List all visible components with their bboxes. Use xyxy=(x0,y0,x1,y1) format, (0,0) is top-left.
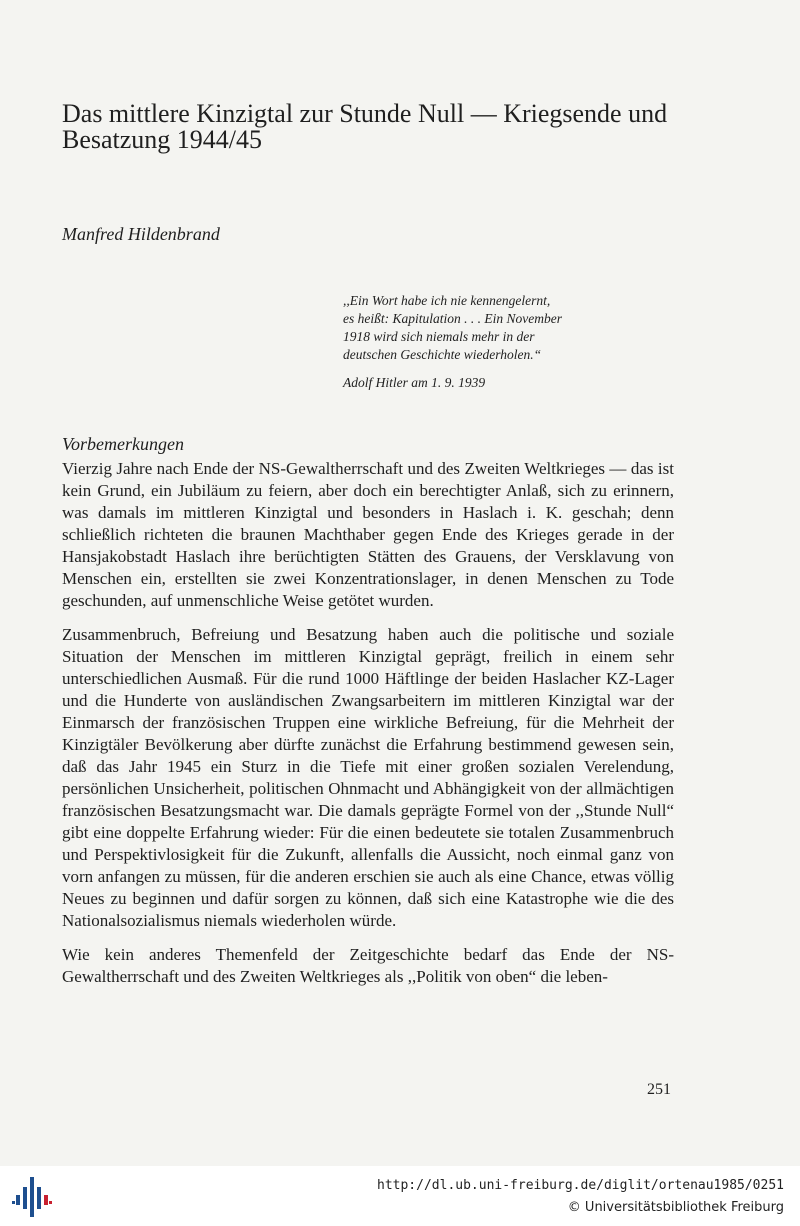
page-number: 251 xyxy=(647,1081,671,1098)
epigraph-source: Adolf Hitler am 1. 9. 1939 xyxy=(343,375,486,390)
epigraph-text: ,,Ein Wort habe ich nie kennengelernt, es heißt: Kapitulation . . . Ein November 1918 wird sich niemals mehr in der deutschen Geschichte wiederholen.“ xyxy=(343,293,562,362)
library-logo-icon xyxy=(10,1175,54,1219)
paragraph: Zusammenbruch, Befreiung und Besatzung haben auch die politische und soziale Situation der Menschen im mittleren Kinzigtal geprägt, freilich in einem sehr unterschiedlichen Ausmaß. Für die rund 1000 Häftlinge der beiden Haslacher KZ-Lager und die Hunderte von ausländischen Zwangsarbeitern im mittleren Kinzigtal war der Einmarsch der französischen Truppen eine wirkliche Befreiung, für die Mehrheit der Kinzigtäler Bevölkerung aber dürfte zunächst die Erfahrung bestimmend gewesen sein, daß das Jahr 1945 ein Sturz in die Tiefe mit einer großen sozialen Verelendung, persönlichen Unsicherheit, politischen Ohnmacht und Abhängigkeit von der allmächtigen französischen Besatzungsmacht war. Die damals geprägte Formel von der ,,Stunde Null“ gibt eine doppelte Erfahrung wieder: Für die einen bedeutete sie totalen Zusammenbruch und Perspektivlosigkeit für die Zukunft, allenfalls die Aussicht, noch einmal ganz von vorn anfangen zu müssen, für die anderen erschien sie auch als eine Chance, etwas völlig Neues zu beginnen und dafür sorgen zu können, daß sich eine Katastrophe wie die des Nationalsozialismus niemals wiederholen würde. xyxy=(62,625,674,930)
epigraph xyxy=(343,292,623,392)
author-name: Manfred Hildenbrand xyxy=(62,224,220,244)
paragraph: Wie kein anderes Themenfeld der Zeitgeschichte bedarf das Ende der NS-Gewaltherrschaft und des Zweiten Weltkrieges als ,,Politik von oben“ die leben- xyxy=(62,945,674,986)
article-title: Das mittlere Kinzigtal zur Stunde Null — Kriegsende und Besatzung 1944/45 xyxy=(62,99,668,154)
footer-bar xyxy=(0,1166,800,1226)
copyright-notice: © Universitätsbibliothek Freiburg xyxy=(567,1200,784,1215)
digital-library-link[interactable]: http://dl.ub.uni-freiburg.de/diglit/ortenau1985/0251 xyxy=(377,1178,784,1193)
section-heading: Vorbemerkungen xyxy=(62,434,184,454)
paragraph: Vierzig Jahre nach Ende der NS-Gewaltherrschaft und des Zweiten Weltkrieges — das ist kein Grund, ein Jubiläum zu feiern, aber doch ein berechtigter Anlaß, sich zu erinnern, was damals im mittleren Kinzigtal und besonders in Haslach i. K. geschah; denn schließlich richteten die braunen Machthaber gegen Ende des Krieges gerade in der Hansjakobstadt Haslach ihre berüchtigten Stätten des Grauens, der Versklavung von Menschen ein, erstellten sie zwei Konzentrationslager, in denen Menschen zu Tode geschunden, auf unmenschliche Weise getötet wurden. xyxy=(62,459,674,610)
body-text xyxy=(62,458,674,1000)
